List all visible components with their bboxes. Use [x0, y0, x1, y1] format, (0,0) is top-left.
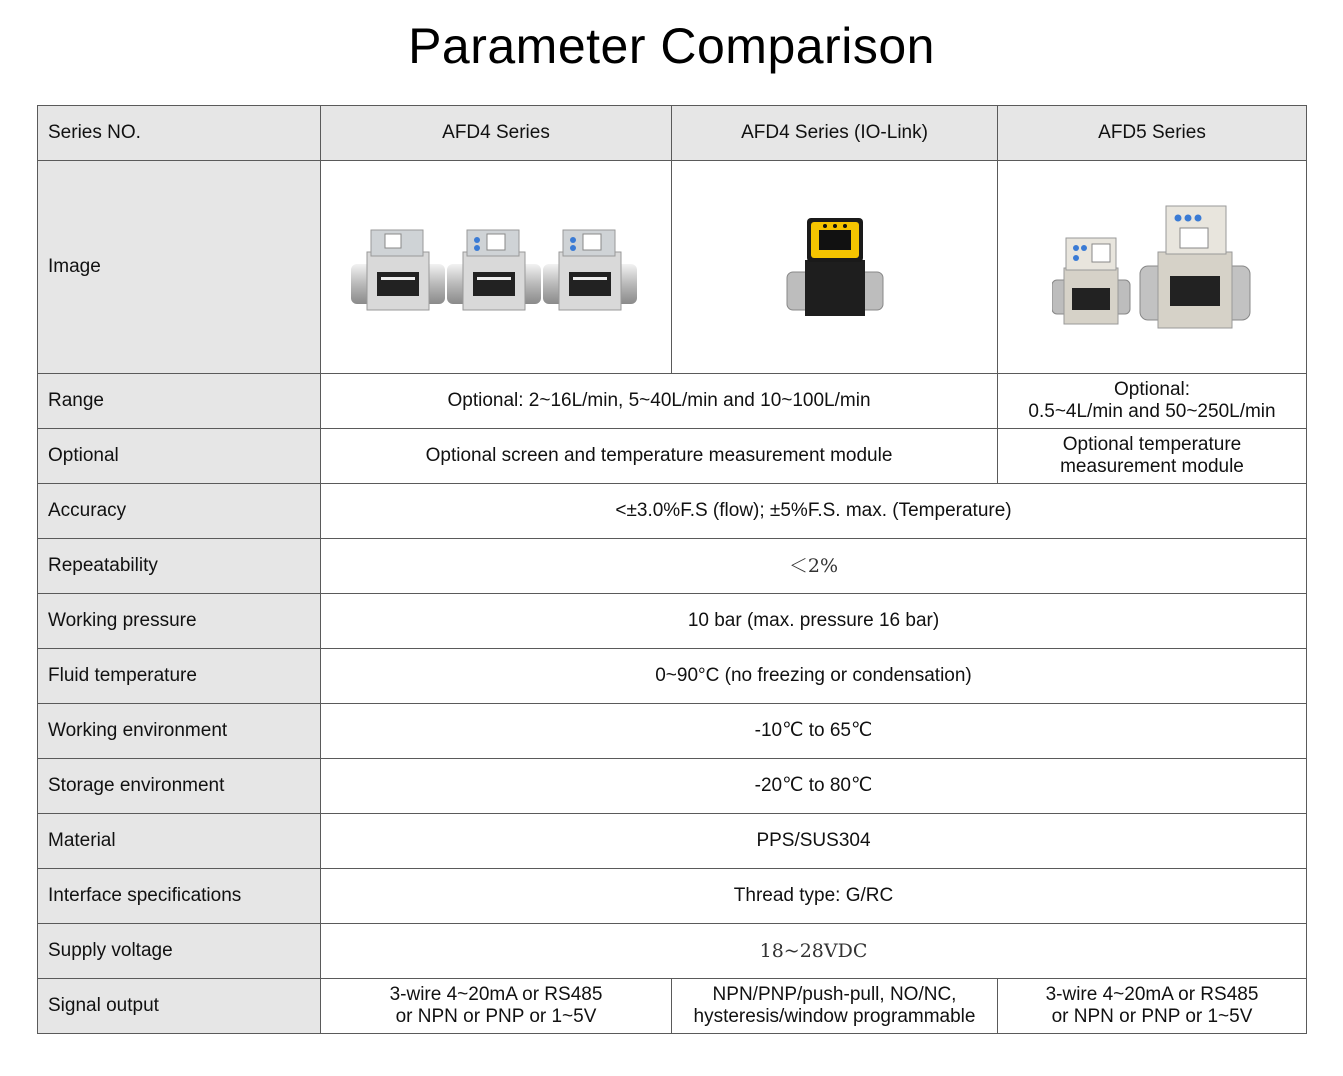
series-label: Series NO.: [38, 106, 321, 161]
repeatability-row: [38, 539, 1307, 594]
optional-label: Optional: [38, 429, 321, 484]
optional-afd4-value: Optional screen and temperature measurement module: [321, 429, 998, 484]
afd4-iolink-sensor-illustration: [785, 212, 885, 322]
repeatability-value: ＜2%: [321, 539, 1307, 594]
working-pressure-row: [38, 594, 1307, 649]
header-row: [38, 106, 1307, 161]
interface-value: Thread type: G/RC: [321, 869, 1307, 924]
range-afd5-value: Optional: 0.5~4L/min and 50~250L/min: [998, 374, 1307, 429]
fluid-temperature-row: [38, 649, 1307, 704]
signal-output-iolink-value: NPN/PNP/push-pull, NO/NC, hysteresis/window programmable: [672, 979, 998, 1034]
signal-output-label: Signal output: [38, 979, 321, 1034]
header-afd4: AFD4 Series: [321, 106, 672, 161]
material-label: Material: [38, 814, 321, 869]
material-value: PPS/SUS304: [321, 814, 1307, 869]
range-row: [38, 374, 1307, 429]
range-afd4-value: Optional: 2~16L/min, 5~40L/min and 10~100L/min: [321, 374, 998, 429]
header-afd5: AFD5 Series: [998, 106, 1307, 161]
signal-output-row: [38, 979, 1307, 1034]
storage-environment-label: Storage environment: [38, 759, 321, 814]
image-label: Image: [38, 161, 321, 374]
working-pressure-value: 10 bar (max. pressure 16 bar): [321, 594, 1307, 649]
working-pressure-label: Working pressure: [38, 594, 321, 649]
material-row: [38, 814, 1307, 869]
repeatability-label: Repeatability: [38, 539, 321, 594]
afd4-iolink-product-image: [672, 161, 998, 374]
fluid-temperature-value: 0~90°C (no freezing or condensation): [321, 649, 1307, 704]
afd5-sensors-illustration: [1052, 202, 1252, 332]
optional-afd5-value: Optional temperature measurement module: [998, 429, 1307, 484]
optional-row: [38, 429, 1307, 484]
working-environment-value: -10℃ to 65℃: [321, 704, 1307, 759]
supply-voltage-value: 18~28VDC: [321, 924, 1307, 979]
signal-output-afd5-value: 3-wire 4~20mA or RS485 or NPN or PNP or 1~5V: [998, 979, 1307, 1034]
parameter-table: [37, 105, 1307, 1034]
range-label: Range: [38, 374, 321, 429]
afd4-sensors-illustration: [351, 212, 641, 322]
supply-voltage-label: Supply voltage: [38, 924, 321, 979]
image-row: [38, 161, 1307, 374]
fluid-temperature-label: Fluid temperature: [38, 649, 321, 704]
afd4-product-image: [321, 161, 672, 374]
working-environment-label: Working environment: [38, 704, 321, 759]
signal-output-afd4-value: 3-wire 4~20mA or RS485 or NPN or PNP or 1~5V: [321, 979, 672, 1034]
interface-row: [38, 869, 1307, 924]
supply-voltage-row: [38, 924, 1307, 979]
storage-environment-value: -20℃ to 80℃: [321, 759, 1307, 814]
accuracy-row: [38, 484, 1307, 539]
accuracy-value: <±3.0%F.S (flow); ±5%F.S. max. (Temperature): [321, 484, 1307, 539]
afd5-product-image: [998, 161, 1307, 374]
interface-label: Interface specifications: [38, 869, 321, 924]
storage-environment-row: [38, 759, 1307, 814]
header-afd4-iolink: AFD4 Series (IO-Link): [672, 106, 998, 161]
accuracy-label: Accuracy: [38, 484, 321, 539]
working-environment-row: [38, 704, 1307, 759]
page-title: Parameter Comparison: [408, 18, 935, 74]
